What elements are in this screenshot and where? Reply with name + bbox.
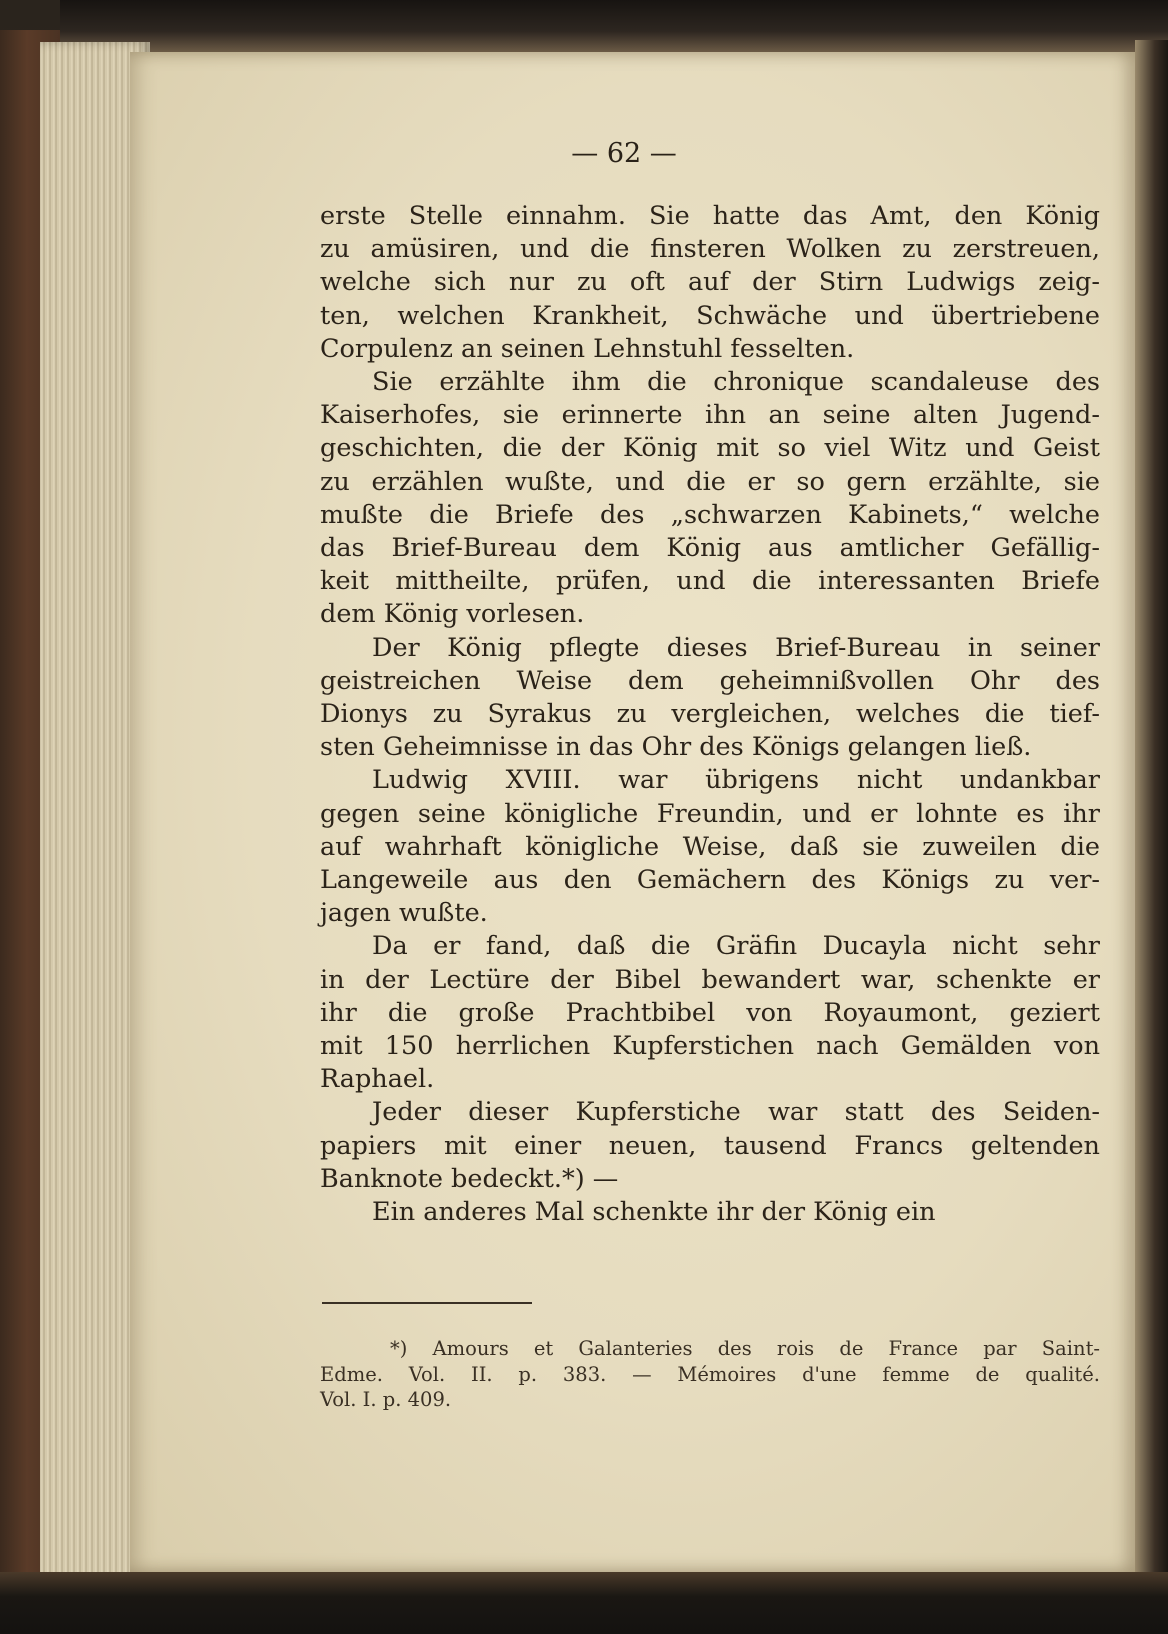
paragraph — [320, 366, 1100, 632]
text-line: ten, welchen Krankheit, Schwäche und übertriebene — [320, 300, 1100, 331]
text-line: sten Geheimnisse in das Ohr des Königs gelangen ließ. — [320, 732, 1032, 763]
text-line: jagen wußte. — [320, 898, 488, 929]
text-line: zu erzählen wußte, und die er so gern erzählte, sie — [320, 466, 1100, 497]
text-line: Der König pflegte dieses Brief-Bureau in seiner — [372, 632, 1100, 663]
text-line: dem König vorlesen. — [320, 599, 585, 630]
text-line: welche sich nur zu oft auf der Stirn Ludwigs zeig- — [320, 267, 1100, 298]
text-line: erste Stelle einnahm. Sie hatte das Amt, den König — [320, 201, 1100, 231]
footnote — [320, 1336, 1100, 1413]
text-line: papiers mit einer neuen, tausend Francs geltenden — [320, 1130, 1100, 1161]
text-line: ihr die große Prachtbibel von Royaumont, geziert — [320, 997, 1100, 1028]
body-text — [320, 200, 1100, 1229]
text-line: Raphael. — [320, 1064, 435, 1095]
text-line: Jeder dieser Kupferstiche war statt des Seiden- — [372, 1097, 1100, 1128]
text-line: Dionys zu Syrakus zu vergleichen, welches die tief- — [320, 699, 1100, 730]
text-line: Ein anderes Mal schenkte ihr der König ein — [372, 1197, 936, 1228]
text-line: Sie erzählte ihm die chronique scandaleuse des — [372, 367, 1100, 398]
paragraph — [320, 1096, 1100, 1196]
text-line: Langeweile aus den Gemächern des Königs zu ver- — [320, 865, 1100, 896]
text-line: Ludwig XVIII. war übrigens nicht undankbar — [372, 765, 1100, 796]
page-number: — 62 — — [571, 138, 677, 169]
paragraph — [320, 764, 1100, 930]
text-line: geistreichen Weise dem geheimnißvollen Ohr des — [320, 665, 1100, 696]
paragraph — [320, 1196, 1100, 1229]
footnote-line: Vol. I. p. 409. — [320, 1388, 452, 1411]
paragraph — [320, 930, 1100, 1096]
text-line: zu amüsiren, und die finsteren Wolken zu zerstreuen, — [320, 234, 1100, 265]
text-line: in der Lectüre der Bibel bewandert war, schenkte er — [320, 964, 1100, 995]
text-line: gegen seine königliche Freundin, und er lohnte es ihr — [320, 798, 1100, 829]
footnote-line: Edme. Vol. II. p. 383. — Mémoires d'une femme de qualité. — [320, 1362, 1100, 1386]
text-line: auf wahrhaft königliche Weise, daß sie zuweilen die — [320, 831, 1100, 862]
paragraph — [320, 632, 1100, 765]
text-line: Kaiserhofes, sie erinnerte ihn an seine alten Jugend- — [320, 400, 1100, 431]
text-line: geschichten, die der König mit so viel Witz und Geist — [320, 433, 1100, 464]
book-top-edge — [60, 0, 1168, 52]
footnote-separator — [322, 1302, 532, 1304]
text-line: mit 150 herrlichen Kupferstichen nach Gemälden von — [320, 1031, 1100, 1062]
text-line: Banknote bedeckt.*) — — [320, 1163, 619, 1194]
text-line: keit mittheilte, prüfen, und die interessanten Briefe — [320, 566, 1100, 597]
book-bottom-edge — [0, 1572, 1168, 1634]
paragraph — [320, 200, 1100, 366]
book-gutter — [1135, 40, 1168, 1580]
text-line: Da er fand, daß die Gräfin Ducayla nicht sehr — [372, 931, 1100, 962]
text-line: das Brief-Bureau dem König aus amtlicher Gefällig- — [320, 533, 1100, 564]
text-line: Corpulenz an seinen Lehnstuhl fesselten. — [320, 333, 855, 364]
footnote-line: *) Amours et Galanteries des rois de France par Saint- — [390, 1337, 1100, 1360]
text-line: mußte die Briefe des „schwarzen Kabinets,“ welche — [320, 499, 1100, 530]
